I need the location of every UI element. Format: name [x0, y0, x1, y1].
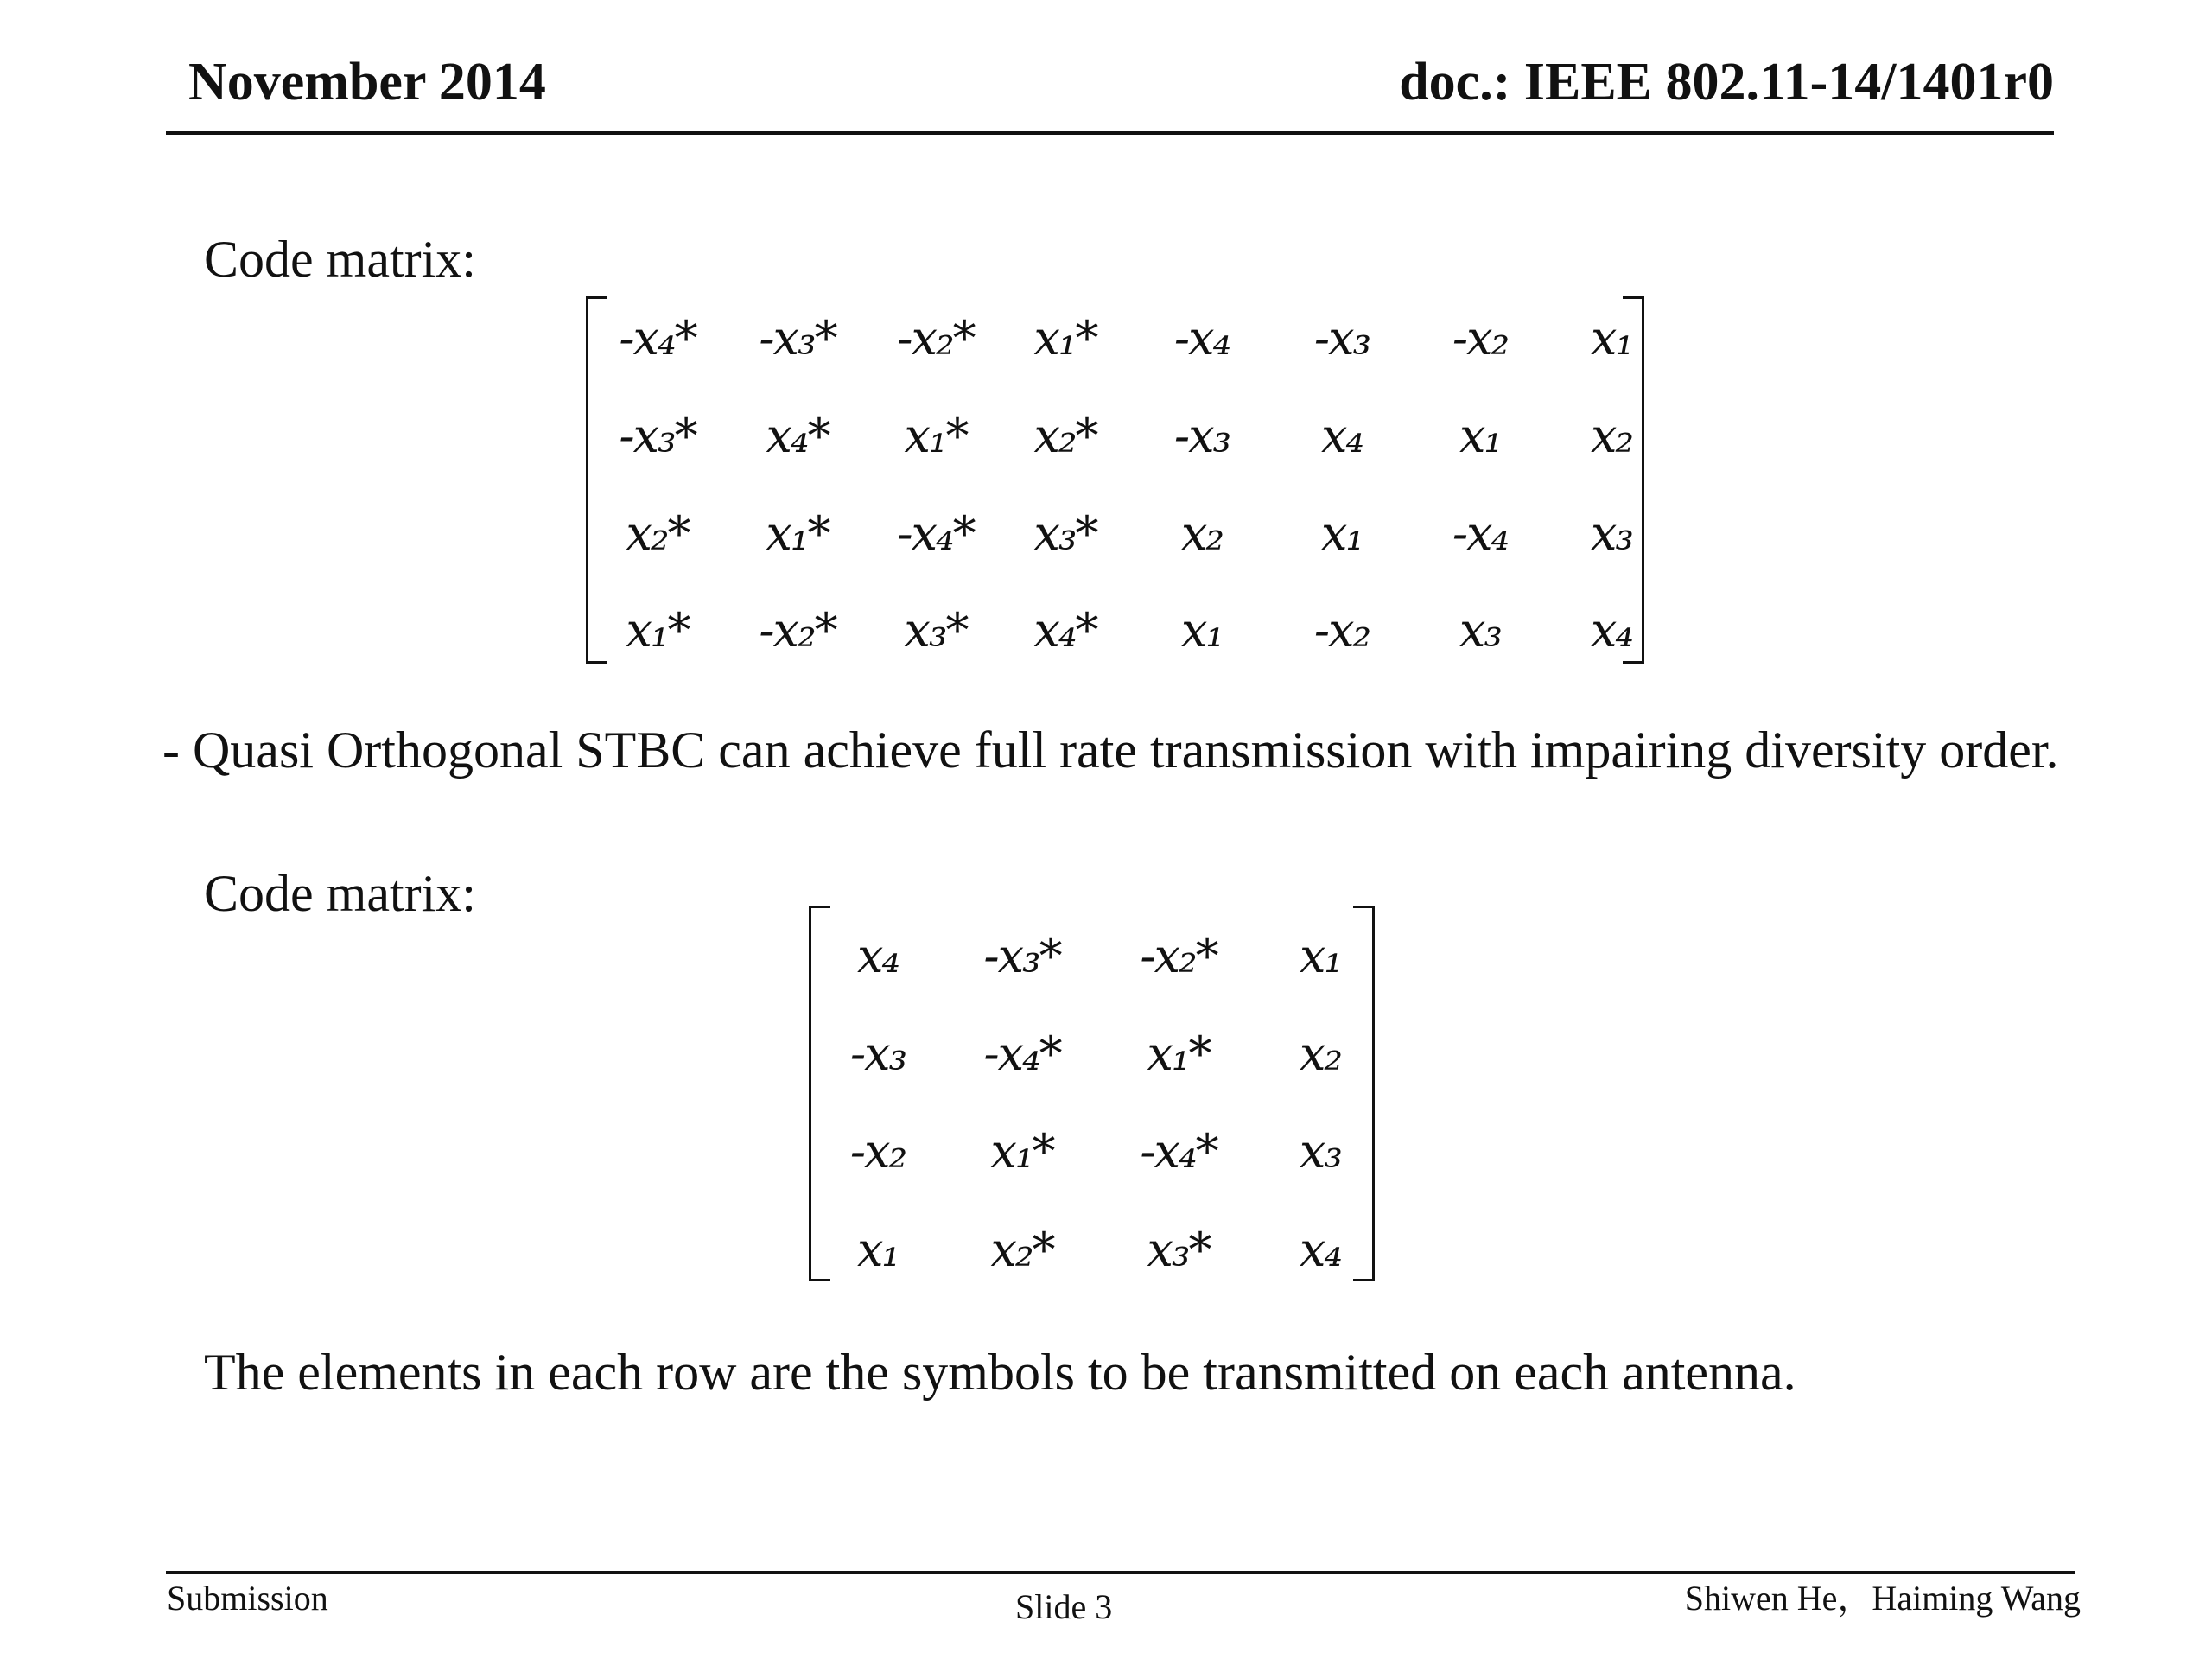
- matrix-1-cell: -x₃*: [619, 409, 696, 463]
- matrix-1-cell: x₁: [1590, 311, 1633, 365]
- matrix-1-cell: x₄*: [1033, 603, 1097, 658]
- matrix-1-cell: -x₂: [1452, 311, 1509, 365]
- matrix-2-cell: x₁*: [1147, 1027, 1211, 1081]
- matrix-2-cell: -x₂: [849, 1124, 906, 1179]
- quasi-orthogonal-text: - Quasi Orthogonal STBC can achieve full rate transmission with impairing diversity order.: [162, 721, 2059, 779]
- matrix-1-cell: x₂: [1180, 506, 1224, 561]
- matrix-2-cell: x₁: [856, 1223, 899, 1277]
- matrix-1-cell: x₁: [1180, 603, 1224, 658]
- matrix-2-right-bracket: [1353, 906, 1375, 1281]
- matrix-1-cell: -x₃: [1313, 311, 1370, 365]
- matrix-1-cell: x₃: [1590, 506, 1633, 561]
- matrix-1-cell: x₁*: [904, 409, 968, 463]
- matrix-1-cell: x₁*: [1033, 311, 1097, 365]
- matrix-1-cell: x₁: [1320, 506, 1363, 561]
- matrix-1-cell: x₃: [1459, 603, 1502, 658]
- matrix-1-cell: -x₂: [1313, 603, 1370, 658]
- matrix-1-cell: -x₄: [1173, 311, 1230, 365]
- matrix-1-cell: x₃*: [904, 603, 968, 658]
- matrix-1-cell: x₁*: [766, 506, 830, 561]
- matrix-1-cell: x₂*: [626, 506, 690, 561]
- matrix-2-cell: -x₃*: [983, 929, 1061, 983]
- code-matrix-label-2: Code matrix:: [204, 865, 476, 922]
- matrix-2-cell: -x₄*: [1140, 1124, 1217, 1179]
- matrix-1-cell: x₄*: [766, 409, 830, 463]
- matrix-2-cell: x₁: [1299, 929, 1342, 983]
- matrix-1-cell: -x₄*: [619, 311, 696, 365]
- matrix-2-cell: x₃: [1299, 1124, 1342, 1179]
- matrix-2-cell: -x₂*: [1140, 929, 1217, 983]
- header-date: November 2014: [188, 53, 546, 111]
- footer-authors: Shiwen He，Haiming Wang: [1684, 1579, 2081, 1618]
- matrix-2-cell: x₄: [1299, 1223, 1342, 1277]
- matrix-1-cell: -x₄: [1452, 506, 1509, 561]
- code-matrix-2: [809, 906, 1375, 1281]
- header-rule: [166, 131, 2054, 135]
- code-matrix-label-1: Code matrix:: [204, 231, 476, 288]
- matrix-2-cell: x₂*: [990, 1223, 1054, 1277]
- matrix-1-cell: -x₄*: [897, 506, 975, 561]
- matrix-1-cell: x₂*: [1033, 409, 1097, 463]
- matrix-1-cell: -x₂*: [759, 603, 836, 658]
- footer-slide-number: Slide 3: [1015, 1587, 1113, 1626]
- matrix-2-left-bracket: [809, 906, 830, 1281]
- header-doc-id: doc.: IEEE 802.11-14/1401r0: [1399, 53, 2054, 111]
- matrix-2-cell: x₂: [1299, 1027, 1342, 1081]
- matrix-1-cell: -x₃*: [759, 311, 836, 365]
- matrix-1-left-bracket: [586, 296, 607, 664]
- footer-submission: Submission: [167, 1579, 328, 1618]
- matrix-1-cell: -x₃: [1173, 409, 1230, 463]
- matrix-2-cell: x₄: [856, 929, 899, 983]
- matrix-1-cell: x₁: [1459, 409, 1502, 463]
- matrix-2-cell: -x₃: [849, 1027, 906, 1081]
- code-matrix-1: [586, 296, 1644, 664]
- matrix-1-cell: x₃*: [1033, 506, 1097, 561]
- matrix-2-cell: x₁*: [990, 1124, 1054, 1179]
- antenna-rows-note: The elements in each row are the symbols to be transmitted on each antenna.: [204, 1344, 1796, 1401]
- matrix-2-cell: -x₄*: [983, 1027, 1061, 1081]
- matrix-2-cell: x₃*: [1147, 1223, 1211, 1277]
- matrix-1-cell: x₁*: [626, 603, 690, 658]
- matrix-1-cell: x₂: [1590, 409, 1633, 463]
- matrix-1-cell: -x₂*: [897, 311, 975, 365]
- matrix-1-cell: x₄: [1590, 603, 1633, 658]
- matrix-1-cell: x₄: [1320, 409, 1363, 463]
- footer-rule: [166, 1571, 2075, 1574]
